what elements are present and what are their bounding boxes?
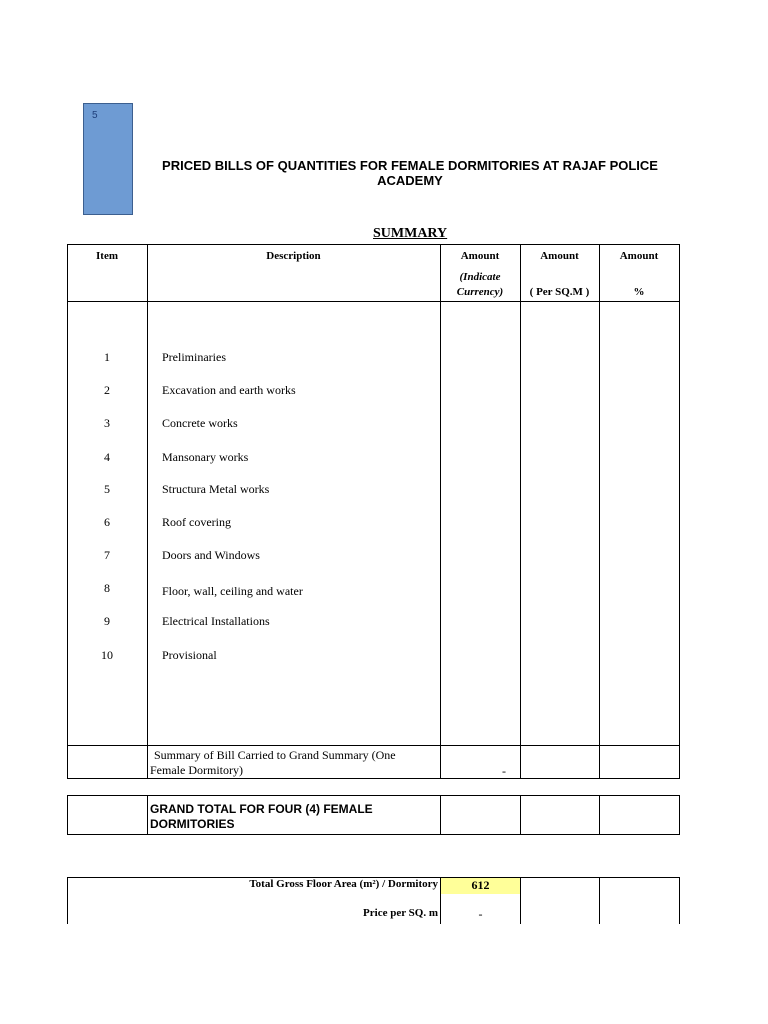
item-description: Structura Metal works bbox=[162, 482, 270, 496]
item-description: Doors and Windows bbox=[162, 548, 260, 562]
item-description: Mansonary works bbox=[162, 450, 249, 464]
header-amount-currency: Currency) bbox=[456, 286, 504, 298]
grand-total-line2: DORMITORIES bbox=[150, 817, 235, 831]
item-number: 2 bbox=[104, 383, 110, 397]
item-number: 4 bbox=[104, 450, 110, 464]
item-number: 10 bbox=[101, 648, 113, 662]
stamp-text: 5 bbox=[92, 110, 98, 121]
item-description: Roof covering bbox=[162, 515, 231, 529]
item-description: Electrical Installations bbox=[162, 614, 270, 628]
summary-row-line2: Female Dormitory) bbox=[150, 763, 243, 777]
item-description: Preliminaries bbox=[162, 350, 226, 364]
item-number: 5 bbox=[104, 482, 110, 496]
area-value: 612 bbox=[471, 878, 490, 892]
header-amount-percent: Amount bbox=[619, 250, 659, 262]
header-item: Item bbox=[96, 250, 118, 262]
item-description: Excavation and earth works bbox=[162, 383, 296, 397]
item-number: 8 bbox=[104, 581, 110, 595]
item-number: 1 bbox=[104, 350, 110, 364]
item-number: 3 bbox=[104, 416, 110, 430]
summary-row-amount: - bbox=[502, 764, 506, 778]
item-description: Floor, wall, ceiling and water bbox=[162, 584, 303, 598]
summary-heading: SUMMARY bbox=[373, 226, 448, 241]
price-per-sqm-value: - bbox=[478, 907, 483, 921]
item-description: Concrete works bbox=[162, 416, 238, 430]
stamp-box bbox=[83, 103, 133, 215]
item-number: 6 bbox=[104, 515, 110, 529]
area-label: Total Gross Floor Area (m²) / Dormitory bbox=[249, 878, 438, 890]
header-amount-indicate: (Indicate bbox=[459, 271, 501, 283]
price-per-sqm-label: Price per SQ. m bbox=[363, 907, 438, 919]
header-amount-sqm: Amount bbox=[540, 250, 579, 262]
item-number: 9 bbox=[104, 614, 110, 628]
header-per-sqm: ( Per SQ.M ) bbox=[529, 286, 590, 298]
document-title: PRICED BILLS OF QUANTITIES FOR FEMALE DORMITORIES AT RAJAF POLICE ACADEMY bbox=[162, 158, 658, 188]
header-percent: % bbox=[633, 286, 645, 298]
item-description: Provisional bbox=[162, 648, 217, 662]
header-description: Description bbox=[266, 250, 321, 262]
header-amount: Amount bbox=[460, 250, 500, 262]
summary-row-line1: Summary of Bill Carried to Grand Summary (One bbox=[154, 748, 396, 762]
grand-total-line1: GRAND TOTAL FOR FOUR (4) FEMALE bbox=[150, 802, 373, 816]
item-number: 7 bbox=[104, 548, 110, 562]
